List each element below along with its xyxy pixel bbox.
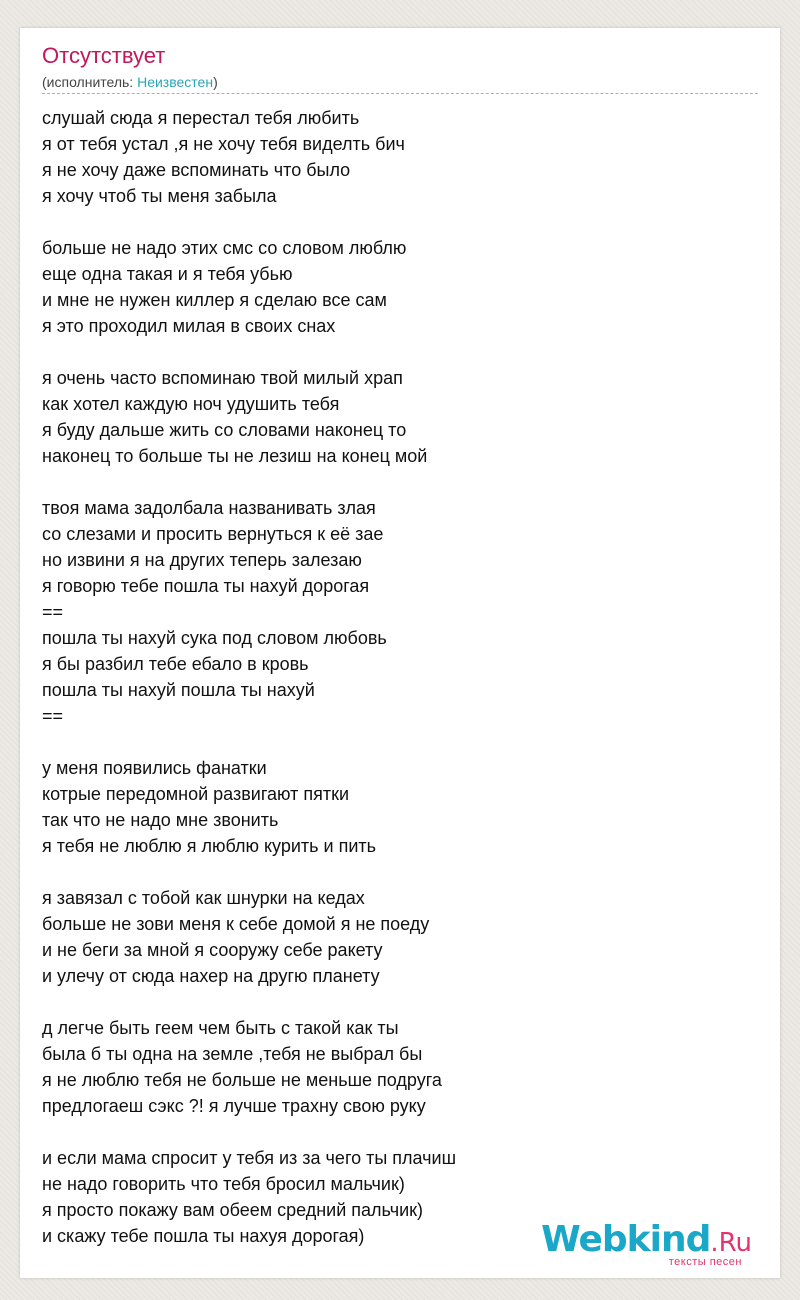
lyrics-blank-line: [42, 859, 757, 885]
lyrics-line: предлогаеш сэкс ?! я лучше трахну свою руку: [42, 1096, 426, 1116]
lyrics-line: и улечу от сюда нахер на другю планету: [42, 966, 380, 986]
artist-line: [42, 73, 218, 91]
lyrics-line: так что не надо мне звонить: [42, 810, 279, 830]
lyrics-line: я говорю тебе пошла ты нахуй дорогая: [42, 576, 370, 596]
lyrics-line: я бы разбил тебе ебало в кровь: [42, 654, 309, 674]
lyrics-line: и скажу тебе пошла ты нахуя дорогая): [42, 1226, 365, 1246]
lyrics-line: я буду дальше жить со словами наконец то: [42, 420, 407, 440]
dashed-divider: [42, 93, 758, 94]
logo-tagline: тексты песен: [668, 1256, 742, 1268]
lyrics-line: больше не надо этих смс со словом люблю: [42, 238, 407, 258]
lyrics-line: слушай сюда я перестал тебя любить: [42, 108, 360, 128]
lyrics-line: была б ты одна на земле ,тебя не выбрал бы: [42, 1044, 423, 1064]
lyrics-blank-line: [42, 1119, 757, 1145]
lyrics-line: но извини я на других теперь залезаю: [42, 550, 362, 570]
lyrics-line: я от тебя устал ,я не хочу тебя виделть бич: [42, 134, 405, 154]
lyrics-line: я не хочу даже вспоминать что было: [42, 160, 351, 180]
lyrics-line: и если мама спросит у тебя из за чего ты плачиш: [42, 1148, 457, 1168]
lyrics-line: ==: [42, 706, 64, 726]
artist-prefix: (исполнитель:: [42, 74, 138, 90]
lyrics-line: твоя мама задолбала названивать злая: [42, 498, 376, 518]
lyrics-line: я не люблю тебя не больше не меньше подруга: [42, 1070, 442, 1090]
logo-tld: .Ru: [710, 1228, 752, 1258]
lyrics-line: я хочу чтоб ты меня забыла: [42, 186, 277, 206]
lyrics-page: [20, 28, 780, 1278]
lyrics-line: еще одна такая и я тебя убью: [42, 264, 293, 284]
lyrics-blank-line: [42, 209, 757, 235]
lyrics-line: я завязал с тобой как шнурки на кедах: [42, 888, 365, 908]
lyrics-line: наконец то больше ты не лезиш на конец мой: [42, 446, 428, 466]
song-title: Отсутствует: [42, 43, 166, 68]
lyrics-line: д легче быть геем чем быть с такой как ты: [42, 1018, 399, 1038]
lyrics-line: ==: [42, 602, 64, 622]
lyrics-line: я тебя не люблю я люблю курить и пить: [42, 836, 377, 856]
lyrics-blank-line: [42, 339, 757, 365]
lyrics-line: пошла ты нахуй пошла ты нахуй: [42, 680, 315, 700]
logo-brand: Webkind: [541, 1219, 711, 1260]
lyrics-text: [42, 105, 757, 1249]
lyrics-line: как хотел каждую ноч удушить тебя: [42, 394, 340, 414]
lyrics-blank-line: [42, 729, 757, 755]
lyrics-line: я это проходил милая в своих снах: [42, 316, 336, 336]
lyrics-line: и мне не нужен киллер я сделаю все сам: [42, 290, 387, 310]
lyrics-line: и не беги за мной я сооружу себе ракету: [42, 940, 383, 960]
lyrics-line: не надо говорить что тебя бросил мальчик): [42, 1174, 405, 1194]
site-logo[interactable]: [541, 1219, 752, 1272]
lyrics-line: я очень часто вспоминаю твой милый храп: [42, 368, 403, 388]
lyrics-line: я просто покажу вам обеем средний пальчик): [42, 1200, 424, 1220]
lyrics-line: у меня появились фанатки: [42, 758, 267, 778]
artist-suffix: ): [213, 74, 218, 90]
lyrics-blank-line: [42, 989, 757, 1015]
lyrics-line: больше не зови меня к себе домой я не поеду: [42, 914, 430, 934]
artist-link[interactable]: Неизвестен: [137, 74, 214, 90]
lyrics-line: котрые передомной развигают пятки: [42, 784, 350, 804]
lyrics-blank-line: [42, 469, 757, 495]
lyrics-line: со слезами и просить вернуться к её зае: [42, 524, 384, 544]
lyrics-line: пошла ты нахуй сука под словом любовь: [42, 628, 387, 648]
